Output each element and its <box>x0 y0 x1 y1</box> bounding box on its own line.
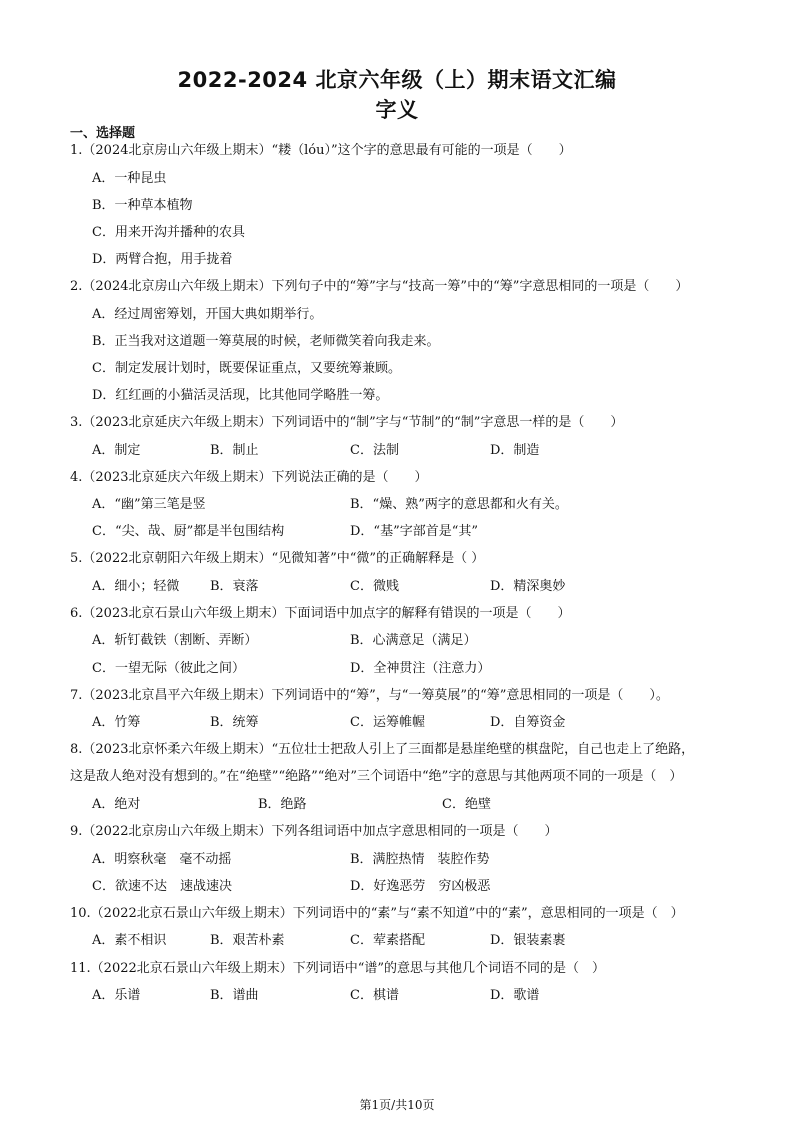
option[interactable]: D．银装素裹 <box>490 933 566 948</box>
option[interactable]: B．正当我对这道题一筹莫展的时候，老师微笑着向我走来。 <box>92 334 440 349</box>
option[interactable]: B．统筹 <box>210 715 259 730</box>
option[interactable]: C．欲速不达 速战速决 <box>92 879 232 894</box>
option[interactable]: C．一望无际（彼此之间） <box>92 661 245 676</box>
option[interactable]: A．乐谱 <box>92 988 141 1003</box>
question-stem: 5.（2022北京朝阳六年级上期末）“见微知著”中“微”的正确解释是（ ） <box>70 551 485 566</box>
option[interactable]: B．心满意足（满足） <box>350 633 477 648</box>
option[interactable]: D．全神贯注（注意力） <box>350 661 491 676</box>
option[interactable]: D．好逸恶劳 穷凶极恶 <box>350 879 491 894</box>
option[interactable]: A．明察秋毫 毫不动摇 <box>92 852 232 867</box>
option[interactable]: A．经过周密筹划，开国大典如期举行。 <box>92 307 323 322</box>
question-stem: 4.（2023北京延庆六年级上期末）下列说法正确的是（ ） <box>70 470 428 485</box>
option[interactable]: C．“尖、哉、厨”都是半包围结构 <box>92 524 285 539</box>
option[interactable]: C．棋谱 <box>350 988 399 1003</box>
question-stem: 2.（2024北京房山六年级上期末）下列句子中的“筹”字与“技高一筹”中的“筹”字意思相同的一项是（ ） <box>70 279 689 294</box>
option[interactable]: D．歌谱 <box>490 988 540 1003</box>
option[interactable]: C．制定发展计划时，既要保证重点，又要统筹兼顾。 <box>92 361 401 376</box>
option[interactable]: A．素不相识 <box>92 933 167 948</box>
question-stem: 7.（2023北京昌平六年级上期末）下列词语中的“筹”，与“一筹莫展”的“筹”意思相同的一项是（ ）。 <box>70 688 669 703</box>
option[interactable]: C．绝壁 <box>442 797 491 812</box>
option[interactable]: B．谱曲 <box>210 988 259 1003</box>
question-stem: 9.（2022北京房山六年级上期末）下列各组词语中加点字意思相同的一项是（ ） <box>70 824 558 839</box>
option[interactable]: D．“基”字部首是“其” <box>350 524 479 539</box>
option[interactable]: A．竹筹 <box>92 715 141 730</box>
option[interactable]: B．绝路 <box>258 797 307 812</box>
question-stem: 11.（2022北京石景山六年级上期末）下列词语中“谱”的意思与其他几个词语不同的是（ ） <box>70 961 606 976</box>
question-stem: 10.（2022北京石景山六年级上期末）下列词语中的“素”与“素不知道”中的“素”，意思相同的一项是（ ） <box>70 906 684 921</box>
option[interactable]: A．制定 <box>92 443 141 458</box>
option[interactable]: C．微贱 <box>350 579 399 594</box>
option[interactable]: C．运筹帷幄 <box>350 715 425 730</box>
question-stem: 3.（2023北京延庆六年级上期末）下列词语中的“制”字与“节制”的“制”字意思一样的是（ ） <box>70 415 624 430</box>
question-stem: 6.（2023北京石景山六年级上期末）下面词语中加点字的解释有错误的一项是（ ） <box>70 606 571 621</box>
option[interactable]: A．绝对 <box>92 797 141 812</box>
option[interactable]: D．制造 <box>490 443 540 458</box>
option[interactable]: A．“幽”第三笔是竖 <box>92 497 206 512</box>
question-stem-continued: 这是敌人绝对没有想到的。”在“绝壁”“绝路”“绝对”三个词语中“绝”字的意思与其他两项不同的一项是（ ） <box>70 769 683 784</box>
option[interactable]: B．一种草本植物 <box>92 198 193 213</box>
option[interactable]: D．两臂合抱，用手拢着 <box>92 252 233 267</box>
option[interactable]: B．制止 <box>210 443 259 458</box>
option[interactable]: A．一种昆虫 <box>92 171 167 186</box>
option[interactable]: B．“燥、熟”两字的意思都和火有关。 <box>350 497 568 512</box>
option[interactable]: D．精深奥妙 <box>490 579 566 594</box>
page-number: 第1页/共10页 <box>359 1098 435 1112</box>
section-heading: 一、选择题 <box>70 126 136 141</box>
option[interactable]: B．衰落 <box>210 579 259 594</box>
document-title: 2022-2024 北京六年级（上）期末语文汇编 <box>177 68 617 92</box>
option[interactable]: C．法制 <box>350 443 399 458</box>
option[interactable]: C．荤素搭配 <box>350 933 425 948</box>
option[interactable]: C．用来开沟并播种的农具 <box>92 225 245 240</box>
document-subtitle: 字义 <box>375 98 419 122</box>
option[interactable]: A．斩钉截铁（割断、弄断） <box>92 633 258 648</box>
option[interactable]: D．自筹资金 <box>490 715 566 730</box>
option[interactable]: B．满腔热情 装腔作势 <box>350 852 490 867</box>
question-stem: 1.（2024北京房山六年级上期末）“耧（lóu）”这个字的意思最有可能的一项是（ ） <box>70 143 572 158</box>
option[interactable]: A．细小；轻微 <box>92 579 180 594</box>
option[interactable]: D．红红画的小猫活灵活现，比其他同学略胜一筹。 <box>92 388 389 403</box>
question-stem: 8.（2023北京怀柔六年级上期末）“五位壮士把敌人引上了三面都是悬崖绝壁的棋盘陀，自己也走上了绝路， <box>70 742 695 757</box>
option[interactable]: B．艰苦朴素 <box>210 933 285 948</box>
